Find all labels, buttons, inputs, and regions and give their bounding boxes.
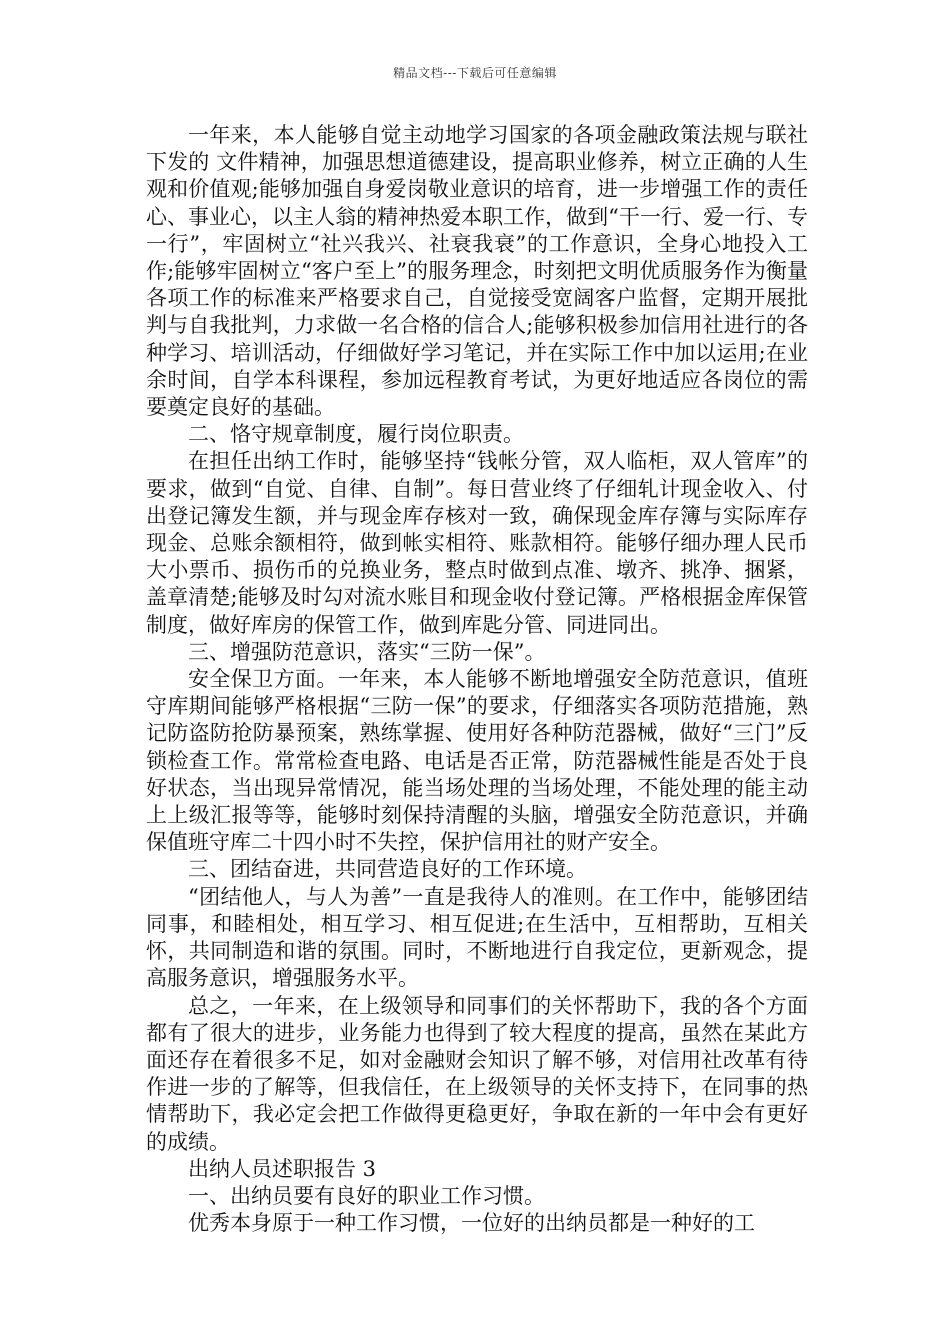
document-body [146,122,808,1237]
section-heading-2: 二、恪守规章制度，履行岗位职责。 [188,422,524,447]
paragraph-teamwork: “团结他人，与人为善”一直是我待人的准则。在工作中，能够团结同事，和睦相处，相互学习、相互促进;在生活中，互相帮助，互相关怀，共同制造和谐的氛围。同时，不断地进行自我定位，更新观念，提高服务意识，增强服务水平。 [146,884,808,991]
page-header: 精品文档---下载后可任意编辑 [393,66,557,80]
section-heading-3: 三、增强防范意识，落实“三防一保”。 [188,639,546,664]
report-title: 出纳人员述职报告 3 [188,1156,377,1181]
paragraph-summary: 总之，一年来，在上级领导和同事们的关怀帮助下，我的各个方面都有了很大的进步，业务能力也得到了较大程度的提高，虽然在某此方面还存在着很多不足，如对金融财会知识了解不够，对信用社改革有待作进一步的了解等，但我信任，在上级领导的关怀支持下，在同事的热情帮助下，我必定会把工作做得更稳更好，争取在新的一年中会有更好的成绩。 [146,993,808,1154]
paragraph-security: 安全保卫方面。一年来，本人能够不断地增强安全防范意识，值班守库期间能够严格根据“三防一保”的要求，仔细落实各项防范措施，熟记防盗防抢防暴预案，熟练掌握、使用好各种防范器械，做好“三门”反锁检查工作。常常检查电路、电话是否正常，防范器械性能是否处于良好状态，当出现异常情况，能当场处理的当场处理，不能处理的能主动上上级汇报等等，能够时刻保持清醒的头脑，增强安全防范意识，并确保值班守库二十四小时不失控，保护信用社的财产安全。 [146,667,808,855]
section-heading-1: 一、出纳员要有良好的职业工作习惯。 [188,1183,545,1208]
section-heading-3b: 三、团结奋进，共同营造良好的工作环境。 [188,857,587,882]
paragraph-cashier-duties: 在担任出纳工作时，能够坚持“钱帐分管，双人临柜，双人管库”的要求，做到“自觉、自律、自制”。每日营业终了仔细轧计现金收入、付出登记簿发生额，并与现金库存核对一致，确保现金库存簿与实际库存现金、总账余额相符，做到帐实相符、账款相符。能够仔细办理人民币大小票币、损伤币的兑换业务，整点时做到点准、墩齐、挑净、捆紧，盖章清楚;能够及时勾对流水账目和现金收付登记簿。严格根据金库保管制度，做好库房的保管工作，做到库匙分管、同进同出。 [146,449,808,637]
paragraph-habits: 优秀本身原于一种工作习惯，一位好的出纳员都是一种好的工 [188,1211,755,1236]
paragraph-intro: 一年来，本人能够自觉主动地学习国家的各项金融政策法规与联社下发的 文件精神，加强思想道德建设，提高职业修养，树立正确的人生观和价值观;能够加强自身爱岗敬业意识的培育，进一步增强工作的责任心、事业心，以主人翁的精神热爱本职工作，做到“干一行、爱一行、专一行”，牢固树立“社兴我兴、社衰我衰”的工作意识，全身心地投入工作;能够牢固树立“客户至上”的服务理念，时刻把文明优质服务作为衡量各项工作的标准来严格要求自己，自觉接受宽阔客户监督，定期开展批判与自我批判，力求做一名合格的信合人;能够积极参加信用社进行的各种学习、培训活动，仔细做好学习笔记，并在实际工作中加以运用;在业余时间，自学本科课程，参加远程教育考试，为更好地适应各岗位的需要奠定良好的基础。 [146,123,808,420]
